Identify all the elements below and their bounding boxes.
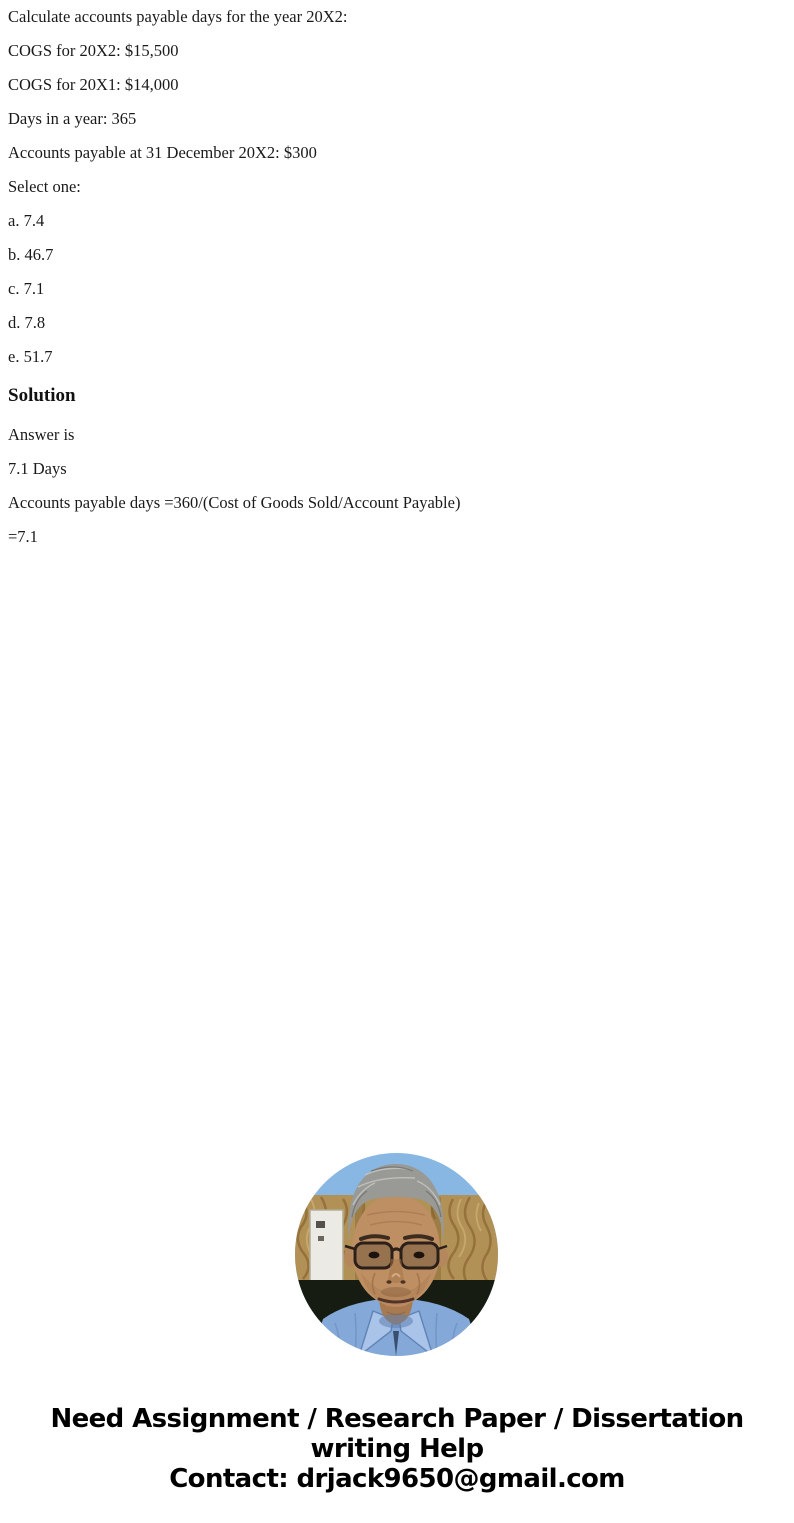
- question-line: Days in a year: 365: [8, 109, 137, 128]
- footer-contact-email: Contact: drjack9650@gmail.com: [169, 1464, 625, 1494]
- solution-result: =7.1: [8, 527, 38, 546]
- answer-option-d: d. 7.8: [8, 313, 46, 332]
- solution-answer-label: Answer is: [8, 425, 75, 444]
- answer-option-b: b. 46.7: [8, 245, 54, 264]
- person-photo: [295, 1153, 498, 1356]
- nostril: [386, 1280, 391, 1284]
- person-photo-illustration: [295, 1153, 498, 1356]
- select-one-prompt: Select one:: [8, 177, 81, 196]
- question-line: Accounts payable at 31 December 20X2: $300: [8, 143, 317, 162]
- question-line: Calculate accounts payable days for the year 20X2:: [8, 7, 348, 26]
- question-line: COGS for 20X1: $14,000: [8, 75, 179, 94]
- neck-shadow: [379, 1314, 413, 1328]
- answer-option-e: e. 51.7: [8, 347, 53, 366]
- answer-option-c: c. 7.1: [8, 279, 45, 298]
- solution-answer-value: 7.1 Days: [8, 459, 67, 478]
- footer-line-2: writing Help: [310, 1434, 484, 1464]
- question-line: COGS for 20X2: $15,500: [8, 41, 179, 60]
- solution-formula: Accounts payable days =360/(Cost of Goods Sold/Account Payable): [8, 493, 461, 512]
- eye: [369, 1252, 380, 1259]
- solution-heading: Solution: [8, 385, 76, 406]
- mustache-shadow: [381, 1287, 411, 1297]
- footer-line-1: Need Assignment / Research Paper / Dissertation: [50, 1404, 744, 1434]
- document-body: [0, 0, 794, 554]
- photo-door-frame: [310, 1210, 343, 1284]
- answer-option-a: a. 7.4: [8, 211, 45, 230]
- nostril: [400, 1280, 405, 1284]
- eye: [414, 1252, 425, 1259]
- footer-promo: [0, 1404, 794, 1494]
